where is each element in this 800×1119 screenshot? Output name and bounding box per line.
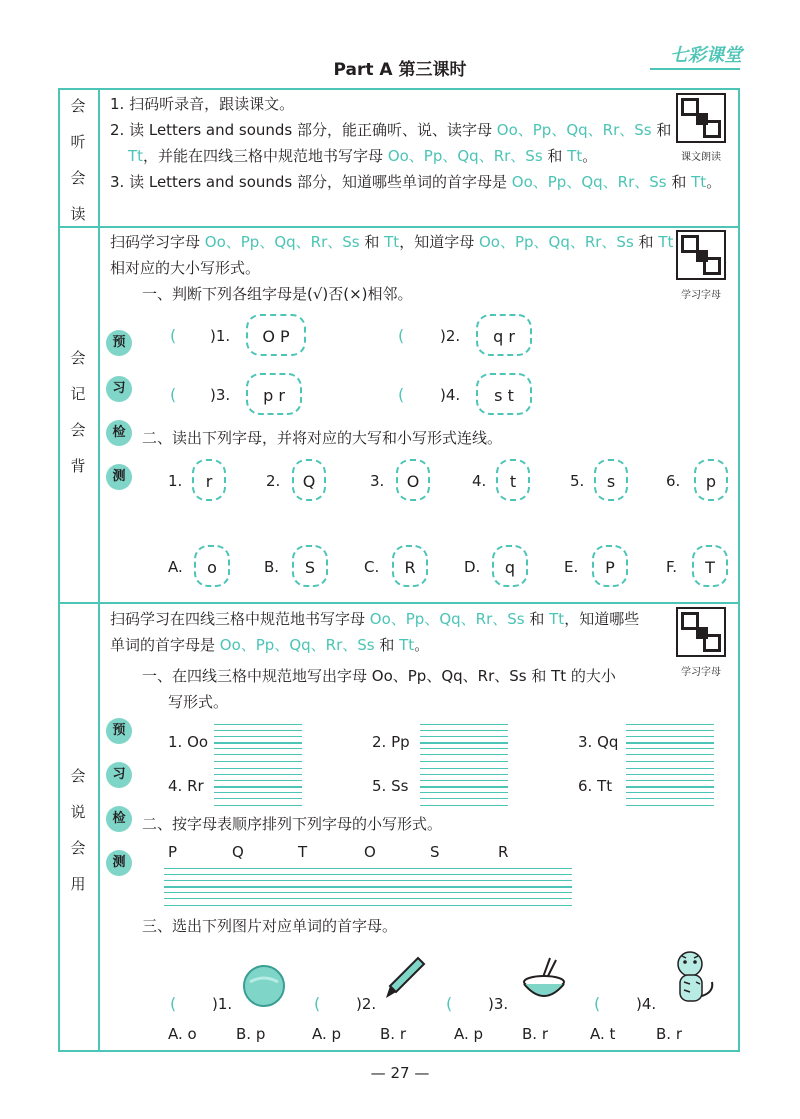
badge-test: 测 (106, 850, 132, 876)
match-letter-top[interactable]: p (694, 459, 728, 501)
badge-preview: 预 (106, 330, 132, 356)
match-option: B. (264, 558, 280, 576)
match-letter-bottom[interactable]: T (692, 545, 728, 587)
picture-number: )3. (488, 995, 509, 1013)
remember-intro: 扫码学习字母 Oo、Pp、Qq、Rr、Ss 和 Tt，知道字母 Oo、Pp、Qq、Rr、Ss 和 Tt (110, 233, 674, 251)
badge-check: 检 (106, 806, 132, 832)
brand-logo: 七彩课堂 (670, 45, 742, 66)
badge-study: 习 (106, 762, 132, 788)
write-item: 3. Qq (578, 733, 619, 751)
answer-paren[interactable]: ( (446, 994, 453, 1013)
answer-paren[interactable]: ( (398, 326, 405, 345)
match-number: 5. (570, 472, 585, 490)
sequence-letter: S (430, 843, 440, 861)
pair-number: )3. (210, 386, 231, 404)
four-line-grid[interactable] (626, 768, 714, 788)
match-letter-top[interactable]: s (594, 459, 628, 501)
sequence-letter: R (498, 843, 509, 861)
answer-paren[interactable]: ( (314, 994, 321, 1013)
picture-number: )1. (212, 995, 233, 1013)
write-item: 6. Tt (578, 777, 613, 795)
qr-code-icon[interactable] (676, 607, 726, 657)
pair-number: )4. (440, 386, 461, 404)
listen-item-2-cont: Tt，并能在四线三格中规范地书写字母 Oo、Pp、Qq、Rr、Ss 和 Tt。 (128, 147, 598, 165)
side-label-speak: 会 说 会 用 (70, 767, 86, 893)
write-item: 1. Oo (168, 733, 209, 751)
match-number: 2. (266, 472, 281, 490)
side-divider (98, 88, 100, 1052)
orange-icon (240, 960, 288, 1008)
question-adjacent-title: 一、判断下列各组字母是(√)否(×)相邻。 (142, 285, 413, 303)
match-number: 4. (472, 472, 487, 490)
four-line-grid[interactable] (626, 786, 714, 806)
badge-study: 习 (106, 376, 132, 402)
choice-option[interactable]: A. p (454, 1025, 484, 1043)
pen-icon (380, 954, 428, 1002)
choice-option[interactable]: A. p (312, 1025, 342, 1043)
answer-paren[interactable]: ( (170, 326, 177, 345)
question-write-title: 一、在四线三格中规范地写出字母 Oo、Pp、Qq、Rr、Ss 和 Tt 的大小 (142, 667, 616, 685)
picture-number: )2. (356, 995, 377, 1013)
match-option: D. (464, 558, 481, 576)
question-order-title: 二、按字母表顺序排列下列字母的小写形式。 (142, 815, 443, 833)
page-title: Part A 第三课时 (333, 60, 467, 80)
match-number: 1. (168, 472, 183, 490)
match-number: 3. (370, 472, 385, 490)
match-letter-bottom[interactable]: S (292, 545, 328, 587)
question-write-title-cont: 写形式。 (168, 693, 229, 711)
match-letter-top[interactable]: Q (292, 459, 326, 501)
choice-option[interactable]: A. t (590, 1025, 616, 1043)
four-line-grid[interactable] (420, 768, 508, 788)
four-line-grid[interactable] (420, 786, 508, 806)
match-option: F. (666, 558, 677, 576)
qr-code-icon[interactable] (676, 230, 726, 280)
match-letter-bottom[interactable]: P (592, 545, 628, 587)
brand-underline (650, 68, 740, 70)
sequence-letter: Q (232, 843, 244, 861)
sequence-letter: O (364, 843, 376, 861)
speak-intro-cont: 单词的首字母是 Oo、Pp、Qq、Rr、Ss 和 Tt。 (110, 636, 430, 654)
choice-option[interactable]: B. r (522, 1025, 548, 1043)
answer-paren[interactable]: ( (398, 385, 405, 404)
question-picture-title: 三、选出下列图片对应单词的首字母。 (142, 917, 398, 935)
listen-item-1: 1. 扫码听录音，跟读课文。 (110, 95, 295, 113)
badge-check: 检 (106, 420, 132, 446)
pair-number: )2. (440, 327, 461, 345)
four-line-grid[interactable] (214, 768, 302, 788)
badge-preview: 预 (106, 718, 132, 744)
four-line-grid[interactable] (420, 724, 508, 744)
qr-caption: 学习字母 (681, 290, 721, 301)
side-label-remember: 会 记 会 背 (70, 349, 86, 475)
pair-number: )1. (210, 327, 231, 345)
answer-writing-lines[interactable] (164, 868, 572, 888)
letter-pair-box: s t (476, 373, 532, 415)
badge-test: 测 (106, 464, 132, 490)
answer-writing-lines[interactable] (164, 886, 572, 906)
answer-paren[interactable]: ( (170, 385, 177, 404)
four-line-grid[interactable] (214, 724, 302, 744)
four-line-grid[interactable] (214, 786, 302, 806)
match-letter-top[interactable]: O (396, 459, 430, 501)
speak-intro: 扫码学习在四线三格中规范地书写字母 Oo、Pp、Qq、Rr、Ss 和 Tt，知道哪些 (110, 610, 640, 628)
section-divider-2 (58, 602, 740, 604)
qr-caption: 课文朗读 (681, 152, 721, 163)
letter-pair-box: O P (246, 314, 306, 356)
match-letter-bottom[interactable]: q (492, 545, 528, 587)
match-letter-bottom[interactable]: o (194, 545, 230, 587)
letter-pair-box: q r (476, 314, 532, 356)
match-letter-top[interactable]: t (496, 459, 530, 501)
page-number: — 27 — (370, 1064, 430, 1082)
rice-icon (520, 956, 568, 1004)
four-line-grid[interactable] (626, 724, 714, 744)
letter-pair-box: p r (246, 373, 302, 415)
listen-item-2: 2. 读 Letters and sounds 部分，能正确听、说、读字母 Oo、Pp、Qq、Rr、Ss 和 (110, 121, 672, 139)
side-label-listen: 会 听 会 读 (70, 97, 86, 223)
listen-item-3: 3. 读 Letters and sounds 部分，知道哪些单词的首字母是 Oo、Pp、Qq、Rr、Ss 和 Tt。 (110, 173, 722, 191)
answer-paren[interactable]: ( (594, 994, 601, 1013)
question-match-title: 二、读出下列字母，并将对应的大写和小写形式连线。 (142, 429, 503, 447)
qr-caption: 学习字母 (681, 667, 721, 678)
four-line-grid[interactable] (420, 742, 508, 762)
four-line-grid[interactable] (626, 742, 714, 762)
answer-paren[interactable]: ( (170, 994, 177, 1013)
qr-code-icon[interactable] (676, 93, 726, 143)
picture-number: )4. (636, 995, 657, 1013)
match-option: A. (168, 558, 183, 576)
section-divider-1 (58, 226, 740, 228)
sequence-letter: P (168, 843, 178, 861)
tiger-icon (668, 948, 720, 1008)
sequence-letter: T (298, 843, 308, 861)
match-option: E. (564, 558, 579, 576)
four-line-grid[interactable] (214, 742, 302, 762)
match-number: 6. (666, 472, 681, 490)
write-item: 4. Rr (168, 777, 204, 795)
write-item: 2. Pp (372, 733, 410, 751)
choice-option[interactable]: B. r (656, 1025, 682, 1043)
match-letter-top[interactable]: r (192, 459, 226, 501)
choice-option[interactable]: B. r (380, 1025, 406, 1043)
match-letter-bottom[interactable]: R (392, 545, 428, 587)
choice-option[interactable]: B. p (236, 1025, 266, 1043)
write-item: 5. Ss (372, 777, 409, 795)
remember-intro-cont: 相对应的大小写形式。 (110, 259, 261, 277)
choice-option[interactable]: A. o (168, 1025, 197, 1043)
match-option: C. (364, 558, 380, 576)
